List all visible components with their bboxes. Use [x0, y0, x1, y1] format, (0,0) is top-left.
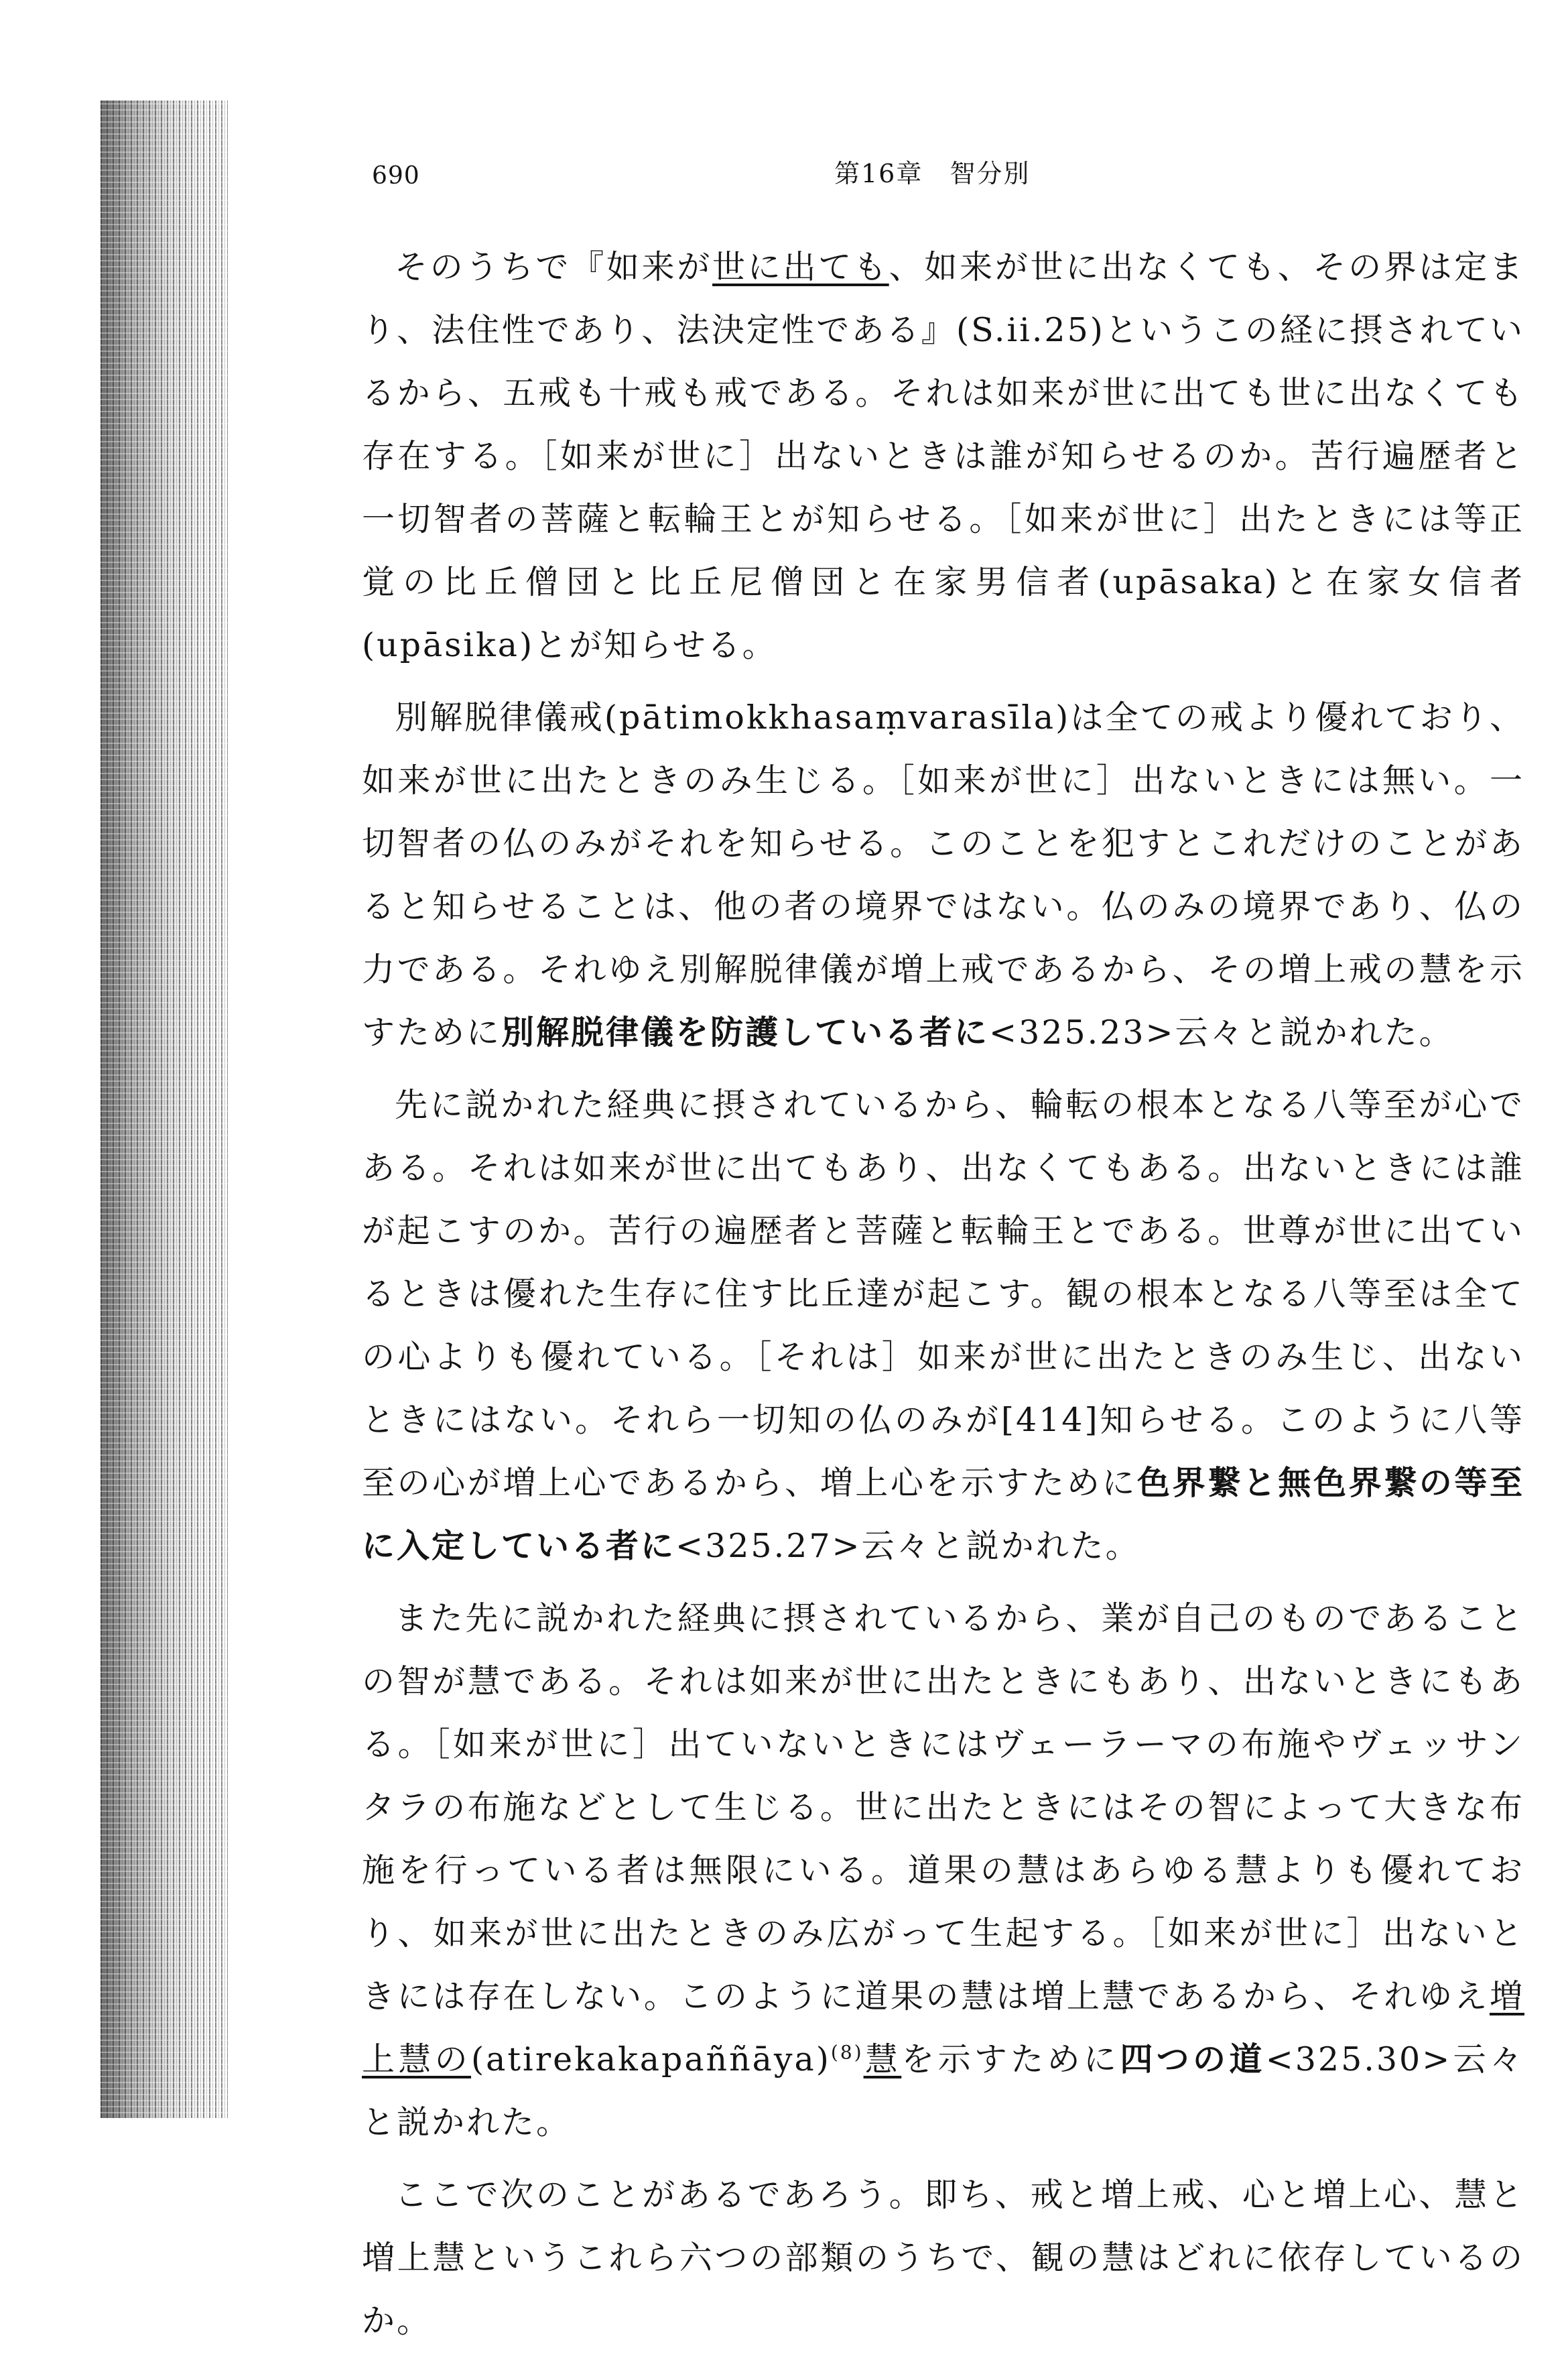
- paragraph-2: [362, 686, 1524, 1064]
- paragraph-4-text-c: (atirekakapaññāya): [471, 2040, 831, 2078]
- paragraph-1-underlined: 世に出ても: [712, 248, 889, 286]
- paragraph-2-text-b: <325.23>云々と説かれた。: [989, 1013, 1454, 1052]
- paragraph-3-text-b: <325.27>云々と説かれた。: [675, 1527, 1140, 1565]
- paragraph-2-bold: 別解脱律儀を防護している者に: [501, 1013, 990, 1052]
- paragraph-3: [362, 1074, 1524, 1578]
- paragraph-4-underlined-2: 慧: [863, 2040, 902, 2078]
- paragraph-4-text-e: <325.30>云々と説かれた。: [362, 2040, 1524, 2141]
- scan-gutter-texture: [101, 101, 228, 2118]
- footnote-marker-8: (8): [830, 2041, 864, 2064]
- body-text: [362, 236, 1524, 2362]
- paragraph-1-text-a: そのうちで『如来が: [395, 248, 713, 286]
- page-header: [372, 153, 1524, 200]
- page-number: 690: [372, 162, 420, 190]
- paragraph-2-text-a: 別解脱律儀戒(pātimokkhasaṃvarasīla)は全ての戒より優れており、如来が世に出たときのみ生じる。［如来が世に］出ないときには無い。一切智者の仏のみがそれを知らせる。このことを犯すとこれだけのことがあると知らせることは、他の者の境界ではない。仏のみの境界であり、仏の力である。それゆえ別解脱律儀が増上戒であるから、その増上戒の慧を示すために: [362, 698, 1524, 1052]
- paragraph-4-text-a: また先に説かれた経典に摂されているから、業が自己のものであることの智が慧である。それは如来が世に出たときにもあり、出ないときにもある。［如来が世に］出ていないときにはヴェーラーマの布施やヴェッサンタラの布施などとして生じる。世に出たときにはその智によって大きな布施を行っている者は無限にいる。道果の慧はあらゆる慧よりも優れており、如来が世に出たときのみ広がって生起する。［如来が世に］出ないときには存在しない。このように道果の慧は増上慧であるから、それゆえ: [362, 1599, 1524, 2015]
- paragraph-5-text: ここで次のことがあるであろう。即ち、戒と増上戒、心と増上心、慧と増上慧というこれら六つの部類のうちで、観の慧はどれに依存しているのか。: [362, 2176, 1524, 2340]
- paragraph-1-text-b: 、如来が世に出なくても、その界は定まり、法住性であり、法決定性である』(S.ii.25)というこの経に摂されているから、五戒も十戒も戒である。それは如来が世に出ても世に出なくても存在する。［如来が世に］出ないときは誰が知らせるのか。苦行遍歴者と一切智者の菩薩と転輪王とが知らせる。［如来が世に］出たときには等正覚の比丘僧団と比丘尼僧団と在家男信者(upāsaka)と在家女信者(upāsika)とが知らせる。: [362, 248, 1524, 664]
- paragraph-1: [362, 236, 1524, 677]
- paragraph-3-text-a: 先に説かれた経典に摂されているから、輪転の根本となる八等至が心である。それは如来が世に出てもあり、出なくてもある。出ないときには誰が起こすのか。苦行の遍歴者と菩薩と転輪王とである。世尊が世に出ているときは優れた生存に住す比丘達が起こす。観の根本となる八等至は全ての心よりも優れている。［それは］如来が世に出たときのみ生じ、出ないときにはない。それら一切知の仏のみが[414]知らせる。このように八等至の心が増上心であるから、増上心を示すために: [362, 1086, 1524, 1502]
- paragraph-4: [362, 1587, 1524, 2154]
- paragraph-3-bold: 色界繋と無色界繋の等至に入定している者に: [362, 1464, 1524, 1565]
- paragraph-4-text-d: を示すために: [901, 2040, 1120, 2078]
- paragraph-4-underlined-1: 増上慧の: [362, 1977, 1524, 2078]
- running-head: 第16章 智分別: [834, 159, 1031, 188]
- paragraph-4-bold: 四つの道: [1120, 2040, 1266, 2078]
- paragraph-5: [362, 2164, 1524, 2353]
